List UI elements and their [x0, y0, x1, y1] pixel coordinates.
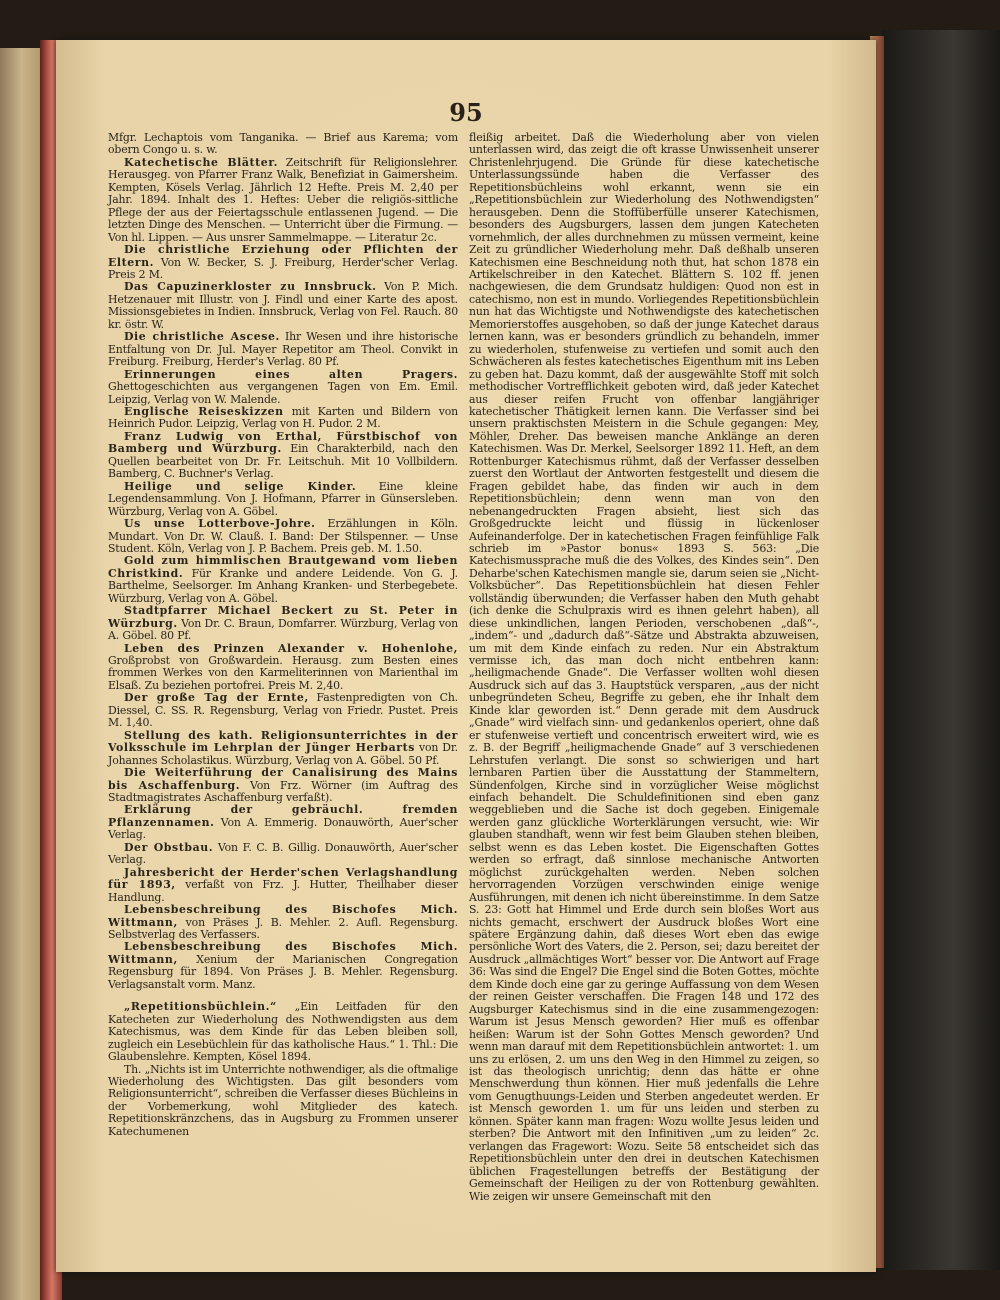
- paragraph: [108, 331, 458, 368]
- entry-text: fleißig arbeitet. Daß die Wiederholung aber von vielen unterlassen wird, das zeigt die oft krasse Unwissenheit unserer Christenlehrjugend. Die Gründe für diese katechetische Unterlassungssünde haben die Verfasser des Repetitionsbüchleins wohl erkannt, wenn sie ein „Repetitionsbüchlein zur Wiederholung des Nothwendigsten“ herausgeben. Denn die Stoffüberfülle unserer Katechismen, besonders des Augsburgers, lassen dem jungen Katecheten vornehmlich, der alles durchnehmen zu müssen vermeint, keine Zeit zu gründlicher Wiederholung mehr. Daß deßhalb unseren Katechismen eine Beschneidung noth thut, hat schon 1878 ein Artikelschreiber in den Katechet. Blättern S. 102 ff. jenen nachgewiesen, die dem Grundsatz huldigen: Quod non est in catechismo, non est in mundo. Vorliegendes Repetitionsbüchlein nun hat das Wichtigste und Nothwendigste des katechetischen Memorierstoffes ausgehoben, so daß der junge Katechet daraus lernen kann, was er besonders gründlich zu behandeln, immer zu wiederholen, stufenweise zu vertiefen und somit auch den Schwächeren als festes katechetisches Eigenthum mit ins Leben zu geben hat. Dazu kommt, daß der ausgewählte Stoff mit solch methodischer Vortrefflichkeit geboten wird, daß jeder Katechet aus dieser reifen Frucht von offenbar langjähriger katechetischer Thätigkeit lernen kann. Die Verfasser sind bei unsern praktischsten Meistern in die Schule gegangen: Mey, Möhler, Dreher. Das beweisen manche Anklänge an deren Katechismen. Was Dr. Merkel, Seelsorger 1892 11. Heft, an dem Rottenburger Katechismus rühmt, daß der Verfasser desselben zuerst den Wortlaut der Antworten festgestellt und diesem die Fragen gebildet habe, das finden wir auch in dem Repetitionsbüchlein; denn wenn man von den nebenangedruckten Fragen absieht, liest sich das Großgedruckte leicht und flüssig in lückenloser Aufeinanderfolge. Der in katechetischen Fragen feinfühlige Falk schrieb im »Pastor bonus« 1893 S. 563: „Die Katechismussprache muß die des Volkes, des Kindes sein“. Den Deharbe'schen Katechismen mangle sie, darum seien sie „Nicht-Volksbücher“. Das Repetitionsbüchlein hat diesen Fehler vollständig überwunden; die Verfasser haben den Muth gehabt (ich denke die Schulpraxis wird es ihnen gelehrt haben), all diese unkindlichen, langen Perioden, verschobenen „daß“-, „indem“- und „dadurch daß“-Sätze und Abstrakta abzuweisen, um mit dem Kinde einfach zu reden. Nur ein Abstraktum vermisse ich, das man doch nicht entbehren kann: „heiligmachende Gnade“. Die Verfasser wollten wohl diesen Ausdruck sich auf das 3. Hauptstück versparen, „aus der nicht unbegründeten Scheu, Begriffe zu geben, ehe ihr Inhalt dem Kinde klar geworden ist.“ Denn gerade mit dem Ausdruck „Gnade“ wird vielfach sinn- und gedankenlos operiert, ohne daß er stufenweise vertieft und concentrisch erweitert wird, wie es z. B. der Begriff „heiligmachende Gnade“ auf 3 verschiedenen Lehrstufen verlangt. Die sonst so schwierigen und hart lernbaren Partien über die Ausstattung der Stammeltern, Sündenfolgen, Kirche sind in vorzüglicher Weise möglichst einfach behandelt. Die Schuldefinitionen sind eben ganz weggeblieben und die Sache ist doch gegeben. Einigemale werden ganz glückliche Worterklärungen versucht, wie: Wir glauben standhaft, wenn wir fest beim Glauben stehen bleiben, selbst wenn es das Leben kostet. Die Eigenschaften Gottes werden so erfragt, daß sinnlose mechanische Antworten möglichst zurückgehalten werden. Neben solchen hervorragenden Vorzügen verschwinden einige wenige Ausführungen, mit denen ich nicht übereinstimme. In dem Satze S. 23: Gott hat Himmel und Erde durch sein bloßes Wort aus nichts gemacht, erschwert der Ausdruck bloßes Wort eine spätere Ergänzung dahin, daß dieses Wort eben das ewige persönliche Wort des Vaters, die 2. Person, sei; dazu bereitet der Ausdruck „allmächtiges Wort“ besser vor. Die Antwort auf Frage 36: Was sind die Engel? Die Engel sind die Boten Gottes, möchte dem Kinde doch eine gar zu geringe Auffassung von dem Wesen der reinen Geister verschaffen. Die Fragen 148 und 172 des Augsburger Katechismus sind in die eine zusammengezogen: Warum ist Jesus Mensch geworden? Hier muß es offenbar heißen: Warum ist der Sohn Gottes Mensch geworden? Und wenn man darauf mit dem Repetitionsbüchlein antwortet: 1. um uns zu erlösen, 2. um uns den Weg in den Himmel zu zeigen, so ist das theologisch unrichtig; denn das hätte er ohne Menschwerdung thun können. Hier muß jedenfalls die Lehre vom Genugthuungs-Leiden und Sterben angedeutet werden. Er ist Mensch geworden 1. um für uns leiden und sterben zu können. Später kann man fragen: Wozu wollte Jesus leiden und sterben? Die Antwort mit den Infinitiven „um zu leiden“ 2c. verlangen das Fragewort: Wozu. Seite 58 entscheidet sich das Repetitionsbüchlein unter den drei in deutschen Katechismen üblichen Fragestellungen betreffs der Bestätigung der Gemeinschaft der Heiligen zu der von Rottenburg gewählten. Wie zeigen wir unsere Gemeinschaft mit den: [469, 131, 819, 1203]
- entry-title: Gold zum himmlischen Brautgewand vom lieben Christkind.: [108, 554, 458, 580]
- paragraph: [108, 281, 458, 331]
- entry-text: Von Dr. C. Braun, Domfarrer. Würzburg, Verlag von A. Göbel. 80 Pf.: [108, 616, 458, 643]
- paragraph: [108, 157, 458, 244]
- paragraph: [108, 692, 458, 729]
- paragraph: [108, 767, 458, 804]
- entry-title: „Repetitionsbüchlein.“: [124, 1000, 277, 1014]
- entry-title: Heilige und selige Kinder.: [124, 479, 357, 493]
- paragraph: [108, 804, 458, 841]
- entry-text: Th. „Nichts ist im Unterrichte nothwendiger, als die oftmalige Wiederholung des Wichtigsten. Das gilt besonders vom Religionsunterricht“, schreiben die Verfasser dieses Büchleins in der Vorbemerkung, wohl Mitglieder des katech. Repetitionskränzchens, das in Augsburg zu Frommen unserer Katechumenen: [108, 1062, 458, 1138]
- entry-text: Fastenpredigten von Ch. Diessel, C. SS. R. Regensburg, Verlag von Friedr. Pustet. Preis M. 1,40.: [108, 691, 458, 730]
- entry-title: Franz Ludwig von Erthal, Fürstbischof von Bamberg und Würzburg.: [108, 429, 458, 456]
- entry-title: Die Weiterführung der Canalisirung des Mains bis Aschaffenburg.: [108, 766, 458, 792]
- entry-text: Von F. C. B. Gillig. Donauwörth, Auer'scher Verlag.: [108, 840, 459, 867]
- entry-text: „Ein Leitfaden für den Katecheten zur Wiederholung des Nothwendigsten aus dem Katechismus, was dem Kinde für das Leben bleiben soll, zugleich ein Lesebüchlein für das katholische Haus.“ 1. Thl.: Die Glaubenslehre. Kempten, Kösel 1894.: [108, 1000, 458, 1064]
- paragraph: [108, 605, 458, 642]
- entry-text: Zeitschrift für Religionslehrer. Herausgeg. von Pfarrer Franz Walk, Benefiziat in Gaimersheim. Kempten, Kösels Verlag. Jährlich 12 Hefte. Preis M. 2,40 per Jahr. 1894. Inhalt des 1. Heftes: Ueber die religiös-sittliche Pflege der aus der Feiertagsschule entlassenen Jugend. — Die letzten Dinge des Menschen. — Unterricht über die Firmung. — Von hl. Lippen. — Aus unsrer Sammelmappe. — Literatur 2c.: [108, 155, 458, 244]
- entry-title: Der Obstbau.: [124, 840, 214, 854]
- entry-title: Lebensbeschreibung des Bischofes Mich. Wittmann,: [108, 940, 458, 966]
- paragraph: [108, 904, 458, 941]
- entry-title: Stellung des kath. Religionsunterrichtes in der Volksschule im Lehrplan der Jünger Herbarts: [108, 728, 458, 755]
- paragraph: [108, 643, 458, 693]
- entry-text: Für Kranke und andere Leidende. Von G. J. Barthelme, Seelsorger. Im Anhang Kranken- und Sterbegebete. Würzburg, Verlag von A. Göbel.: [108, 566, 458, 605]
- entry-title: Erklärung der gebräuchl. fremden Pflanzennamen.: [108, 803, 458, 829]
- entry-text: Von W. Becker, S. J. Freiburg, Herder'scher Verlag. Preis 2 M.: [108, 255, 458, 281]
- entry-title: Jahresbericht der Herder'schen Verlagshandlung für 1893,: [108, 865, 458, 892]
- entry-title: Us unse Lotterbove-Johre.: [124, 517, 316, 531]
- paragraph: [108, 867, 458, 904]
- paragraph: [108, 1001, 458, 1063]
- paragraph: [108, 518, 458, 555]
- entry-title: Erinnerungen eines alten Pragers.: [124, 367, 458, 381]
- paragraph: [108, 1064, 458, 1139]
- paragraph: [108, 431, 458, 481]
- entry-text: Großprobst von Großwardein. Herausg. zum Besten eines frommen Werkes von den Karmeliterinnen von Marienthal im Elsaß. Zu beziehen portofrei. Preis M. 2,40.: [108, 654, 458, 692]
- page-number: 95: [449, 98, 483, 127]
- entry-title: Leben des Prinzen Alexander v. Hohenlohe,: [124, 641, 458, 655]
- left-column: [108, 132, 458, 1138]
- paragraph: [108, 132, 458, 157]
- entry-text: mit Karten und Bildern von Heinrich Pudor. Leipzig, Verlag von H. Pudor. 2 M.: [108, 404, 458, 431]
- entry-text: Mfgr. Lechaptois vom Tanganika. — Brief aus Karema; vom obern Congo u. s. w.: [108, 131, 458, 157]
- paragraph: [108, 555, 458, 605]
- entry-title: Stadtpfarrer Michael Beckert zu St. Peter in Würzburg.: [108, 604, 458, 630]
- right-column: [469, 132, 819, 1203]
- entry-text: Erzählungen in Köln. Mundart. Von Dr. W. Clauß. I. Band: Der Stilspenner. — Unse Student. Köln, Verlag von J. P. Bachem. Preis geb. M. 1.50.: [108, 517, 458, 555]
- entry-text: Ihr Wesen und ihre historische Entfaltung von Dr. Jul. Mayer Repetitor am Theol. Convikt in Freiburg. Freiburg, Herder's Verlag. 80 Pf.: [108, 330, 459, 369]
- paragraph: [108, 481, 458, 518]
- paragraph: [469, 132, 819, 1203]
- entry-text: Xenium der Marianischen Congregation Regensburg für 1894. Von Präses J. B. Mehler. Regensburg. Verlagsanstalt vorm. Manz.: [108, 952, 458, 991]
- paragraph: [108, 842, 458, 867]
- entry-text: Von P. Mich. Hetzenauer mit Illustr. von J. Findl und einer Karte des apost. Missionsgebietes in Indien. Innsbruck, Verlag von Fel. Rauch. 80 kr. östr. W.: [108, 280, 458, 331]
- entry-title: Lebensbeschreibung des Bischofes Mich. Wittmann,: [108, 903, 458, 929]
- entry-text: von Präses J. B. Mehler. 2. Aufl. Regensburg. Selbstverlag des Verfassers.: [108, 915, 458, 941]
- book-page: [56, 40, 876, 1272]
- paragraph: [108, 406, 458, 431]
- entry-text: von Dr. Johannes Scholastikus. Würzburg, Verlag von A. Göbel. 50 Pf.: [108, 741, 458, 767]
- entry-text: verfaßt von Frz. J. Hutter, Theilhaber dieser Handlung.: [108, 878, 458, 904]
- paragraph: [108, 369, 458, 406]
- paragraph: [108, 941, 458, 991]
- paragraph: [108, 730, 458, 767]
- entry-title: Die christliche Erziehung oder Pflichten der Eltern.: [108, 243, 458, 269]
- entry-text: Ein Charakterbild, nach den Quellen bearbeitet von Dr. Fr. Leitschuh. Mit 10 Vollbildern. Bamberg, C. Buchner's Verlag.: [108, 442, 458, 481]
- entry-text: Ghettogeschichten aus vergangenen Tagen von Em. Emil. Leipzig, Verlag von W. Malende.: [108, 380, 458, 406]
- entry-title: Das Capuzinerkloster zu Innsbruck.: [124, 280, 377, 294]
- entry-title: Die christliche Ascese.: [124, 330, 280, 344]
- entry-text: Von Frz. Wörner (im Auftrag des Stadtmagistrates Aschaffenburg verfaßt).: [108, 778, 458, 805]
- entry-title: Der große Tag der Ernte,: [124, 691, 309, 705]
- entry-title: Englische Reiseskizzen: [124, 404, 284, 418]
- entry-text: Eine kleine Legendensammlung. Von J. Hofmann, Pfarrer in Günsersleben. Würzburg, Verlag von A. Göbel.: [108, 479, 458, 518]
- entry-title: Katechetische Blätter.: [124, 155, 279, 169]
- entry-text: Von A. Emmerig. Donauwörth, Auer'scher Verlag.: [108, 815, 458, 842]
- book-binding: [882, 30, 1000, 1270]
- paragraph: [108, 244, 458, 281]
